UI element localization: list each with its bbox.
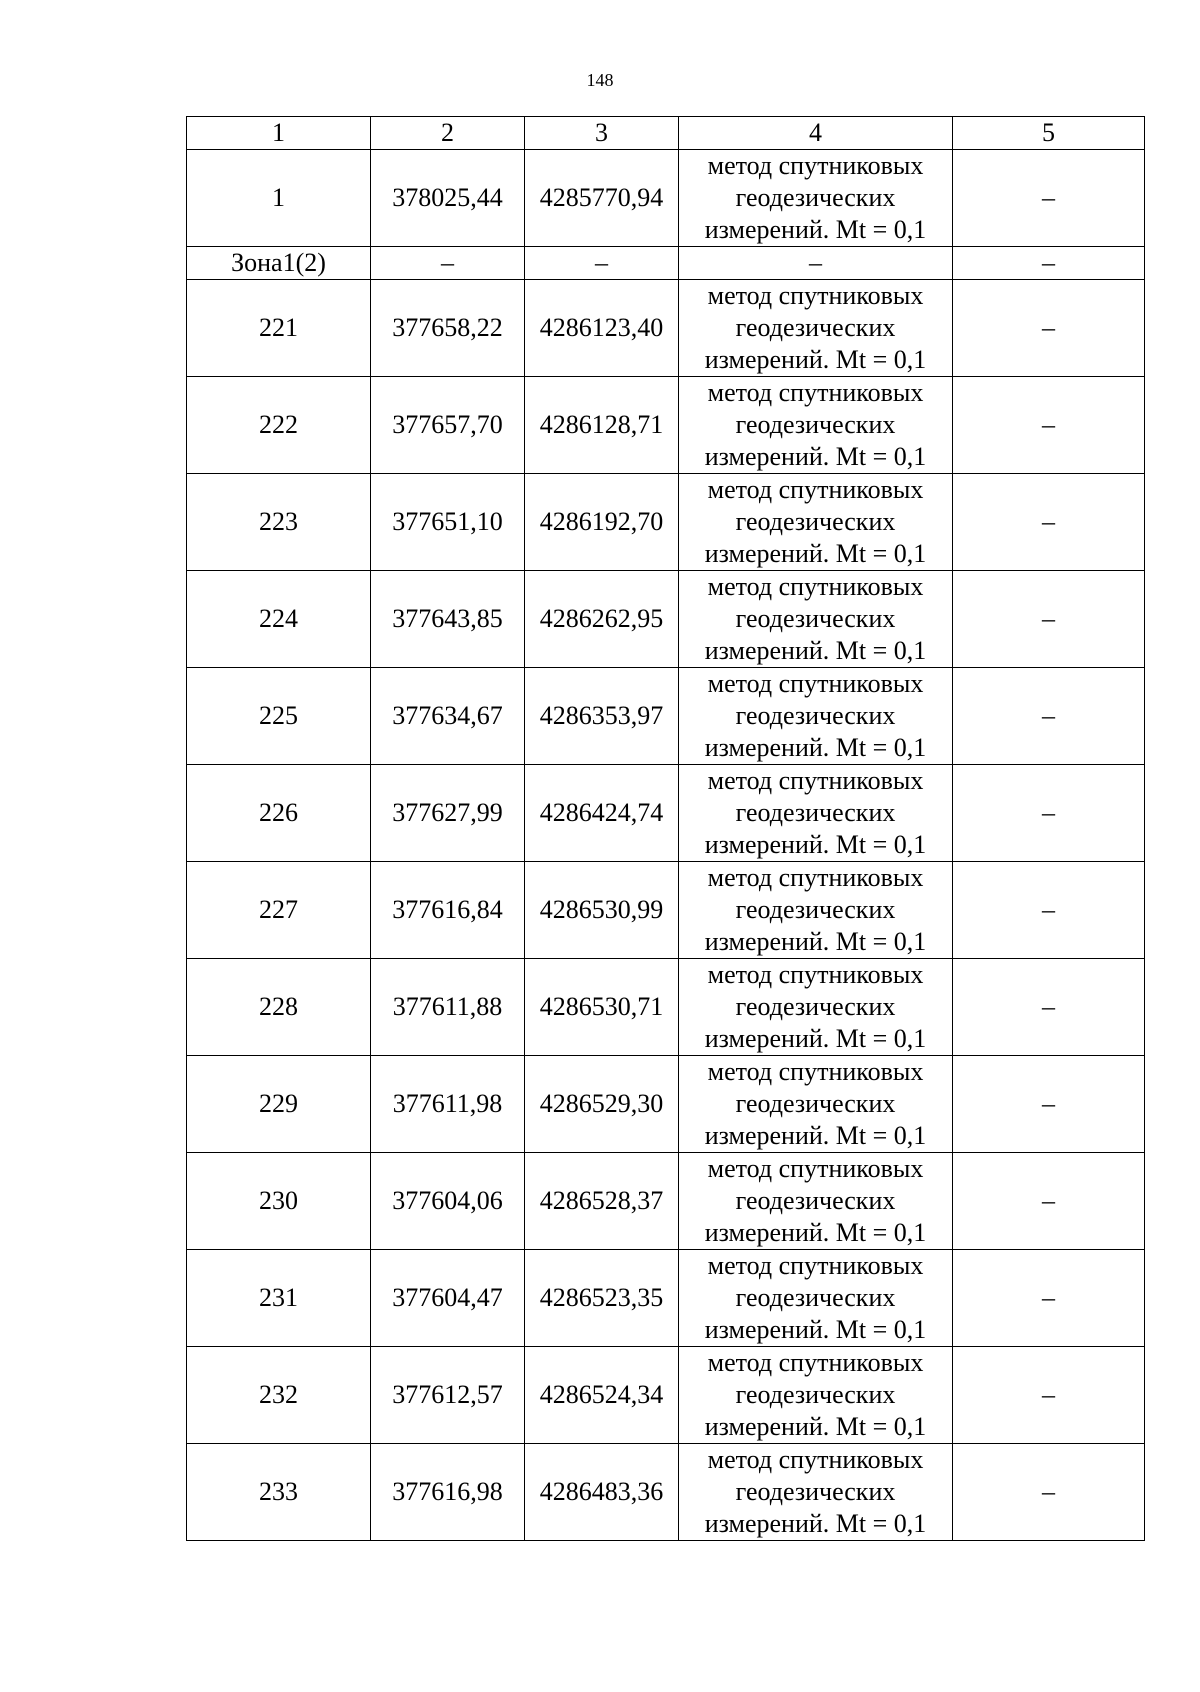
y-coordinate-cell: 4286262,95	[525, 571, 679, 668]
method-line: измерений. Mt = 0,1	[704, 830, 927, 859]
x-coordinate-cell: –	[371, 247, 525, 280]
y-coordinate-cell: 4285770,94	[525, 150, 679, 247]
method-line: геодезических	[735, 992, 896, 1021]
x-coordinate-cell: 377604,06	[371, 1153, 525, 1250]
x-coordinate-cell: 377612,57	[371, 1347, 525, 1444]
y-coordinate-cell: –	[525, 247, 679, 280]
method-line: измерений. Mt = 0,1	[704, 927, 927, 956]
point-id-cell: 222	[187, 377, 371, 474]
method-line: измерений. Mt = 0,1	[704, 442, 927, 471]
method-line: метод спутниковых	[707, 572, 924, 601]
point-id-cell: 227	[187, 862, 371, 959]
method-line: геодезических	[735, 183, 896, 212]
note-cell: –	[953, 1056, 1145, 1153]
point-id-cell: 224	[187, 571, 371, 668]
y-coordinate-cell: 4286483,36	[525, 1444, 679, 1541]
method-line: метод спутниковых	[707, 378, 924, 407]
x-coordinate-cell: 378025,44	[371, 150, 525, 247]
table-row	[187, 280, 1145, 377]
method-line: геодезических	[735, 507, 896, 536]
point-id-cell: 221	[187, 280, 371, 377]
column-header-3: 3	[525, 117, 679, 150]
method-line: метод спутниковых	[707, 281, 924, 310]
y-coordinate-cell: 4286528,37	[525, 1153, 679, 1250]
table-row	[187, 377, 1145, 474]
table-row	[187, 1444, 1145, 1541]
table-header-row	[187, 117, 1145, 150]
note-cell: –	[953, 1347, 1145, 1444]
method-line: измерений. Mt = 0,1	[704, 215, 927, 244]
method-line: измерений. Mt = 0,1	[704, 345, 927, 374]
point-id-cell: 229	[187, 1056, 371, 1153]
point-id-cell: 226	[187, 765, 371, 862]
x-coordinate-cell: 377651,10	[371, 474, 525, 571]
coordinates-table	[186, 116, 1145, 1541]
method-line: метод спутниковых	[707, 669, 924, 698]
method-cell	[679, 862, 953, 959]
method-line: измерений. Mt = 0,1	[704, 539, 927, 568]
column-header-5: 5	[953, 117, 1145, 150]
point-id-cell: 232	[187, 1347, 371, 1444]
method-line: метод спутниковых	[707, 151, 924, 180]
x-coordinate-cell: 377643,85	[371, 571, 525, 668]
y-coordinate-cell: 4286530,99	[525, 862, 679, 959]
method-line: метод спутниковых	[707, 1251, 924, 1280]
column-header-1: 1	[187, 117, 371, 150]
note-cell: –	[953, 1153, 1145, 1250]
method-cell	[679, 1250, 953, 1347]
x-coordinate-cell: 377611,98	[371, 1056, 525, 1153]
zone-row	[187, 247, 1145, 280]
note-cell: –	[953, 377, 1145, 474]
method-cell	[679, 150, 953, 247]
method-cell	[679, 1056, 953, 1153]
method-line: метод спутниковых	[707, 863, 924, 892]
y-coordinate-cell: 4286353,97	[525, 668, 679, 765]
table-row	[187, 1347, 1145, 1444]
column-header-2: 2	[371, 117, 525, 150]
method-line: измерений. Mt = 0,1	[704, 1315, 927, 1344]
method-line: измерений. Mt = 0,1	[704, 1218, 927, 1247]
note-cell: –	[953, 668, 1145, 765]
x-coordinate-cell: 377616,98	[371, 1444, 525, 1541]
y-coordinate-cell: 4286128,71	[525, 377, 679, 474]
method-line: геодезических	[735, 604, 896, 633]
method-cell	[679, 377, 953, 474]
method-cell	[679, 668, 953, 765]
note-cell: –	[953, 571, 1145, 668]
table-row	[187, 1250, 1145, 1347]
method-line: метод спутниковых	[707, 1154, 924, 1183]
table-row	[187, 668, 1145, 765]
method-line: измерений. Mt = 0,1	[704, 1412, 927, 1441]
column-header-4: 4	[679, 117, 953, 150]
y-coordinate-cell: 4286123,40	[525, 280, 679, 377]
method-line: измерений. Mt = 0,1	[704, 1121, 927, 1150]
method-cell	[679, 1347, 953, 1444]
method-line: метод спутниковых	[707, 475, 924, 504]
method-line: геодезических	[735, 798, 896, 827]
method-cell	[679, 1153, 953, 1250]
method-line: геодезических	[735, 1477, 896, 1506]
table-row	[187, 862, 1145, 959]
y-coordinate-cell: 4286192,70	[525, 474, 679, 571]
point-id-cell: 225	[187, 668, 371, 765]
x-coordinate-cell: 377611,88	[371, 959, 525, 1056]
x-coordinate-cell: 377627,99	[371, 765, 525, 862]
y-coordinate-cell: 4286523,35	[525, 1250, 679, 1347]
method-cell	[679, 959, 953, 1056]
method-line: метод спутниковых	[707, 766, 924, 795]
note-cell: –	[953, 1250, 1145, 1347]
method-line: метод спутниковых	[707, 1057, 924, 1086]
method-line: геодезических	[735, 313, 896, 342]
method-cell	[679, 1444, 953, 1541]
point-id-cell: 233	[187, 1444, 371, 1541]
point-id-cell: Зона1(2)	[187, 247, 371, 280]
method-line: геодезических	[735, 1380, 896, 1409]
note-cell: –	[953, 959, 1145, 1056]
method-line: геодезических	[735, 1089, 896, 1118]
table-row	[187, 765, 1145, 862]
y-coordinate-cell: 4286529,30	[525, 1056, 679, 1153]
point-id-cell: 230	[187, 1153, 371, 1250]
x-coordinate-cell: 377616,84	[371, 862, 525, 959]
table-row	[187, 150, 1145, 247]
table-row	[187, 1056, 1145, 1153]
method-line: геодезических	[735, 895, 896, 924]
note-cell: –	[953, 247, 1145, 280]
method-line: геодезических	[735, 1283, 896, 1312]
table-row	[187, 959, 1145, 1056]
method-cell	[679, 571, 953, 668]
method-cell	[679, 280, 953, 377]
x-coordinate-cell: 377658,22	[371, 280, 525, 377]
y-coordinate-cell: 4286424,74	[525, 765, 679, 862]
page-number: 148	[586, 70, 614, 90]
method-line: метод спутниковых	[707, 1445, 924, 1474]
note-cell: –	[953, 1444, 1145, 1541]
note-cell: –	[953, 150, 1145, 247]
point-id-cell: 231	[187, 1250, 371, 1347]
method-cell	[679, 765, 953, 862]
method-line: метод спутниковых	[707, 1348, 924, 1377]
note-cell: –	[953, 862, 1145, 959]
method-line: измерений. Mt = 0,1	[704, 733, 927, 762]
point-id-cell: 1	[187, 150, 371, 247]
method-line: геодезических	[735, 410, 896, 439]
point-id-cell: 223	[187, 474, 371, 571]
x-coordinate-cell: 377634,67	[371, 668, 525, 765]
note-cell: –	[953, 765, 1145, 862]
method-line: измерений. Mt = 0,1	[704, 1024, 927, 1053]
method-line: измерений. Mt = 0,1	[704, 636, 927, 665]
method-line: геодезических	[735, 1186, 896, 1215]
method-line: геодезических	[735, 701, 896, 730]
y-coordinate-cell: 4286524,34	[525, 1347, 679, 1444]
table-row	[187, 474, 1145, 571]
x-coordinate-cell: 377604,47	[371, 1250, 525, 1347]
y-coordinate-cell: 4286530,71	[525, 959, 679, 1056]
method-cell: –	[679, 247, 953, 280]
note-cell: –	[953, 280, 1145, 377]
note-cell: –	[953, 474, 1145, 571]
x-coordinate-cell: 377657,70	[371, 377, 525, 474]
table-row	[187, 1153, 1145, 1250]
coordinates-table-body	[187, 117, 1145, 1541]
method-line: метод спутниковых	[707, 960, 924, 989]
method-cell	[679, 474, 953, 571]
point-id-cell: 228	[187, 959, 371, 1056]
table-row	[187, 571, 1145, 668]
method-line: измерений. Mt = 0,1	[704, 1509, 927, 1538]
